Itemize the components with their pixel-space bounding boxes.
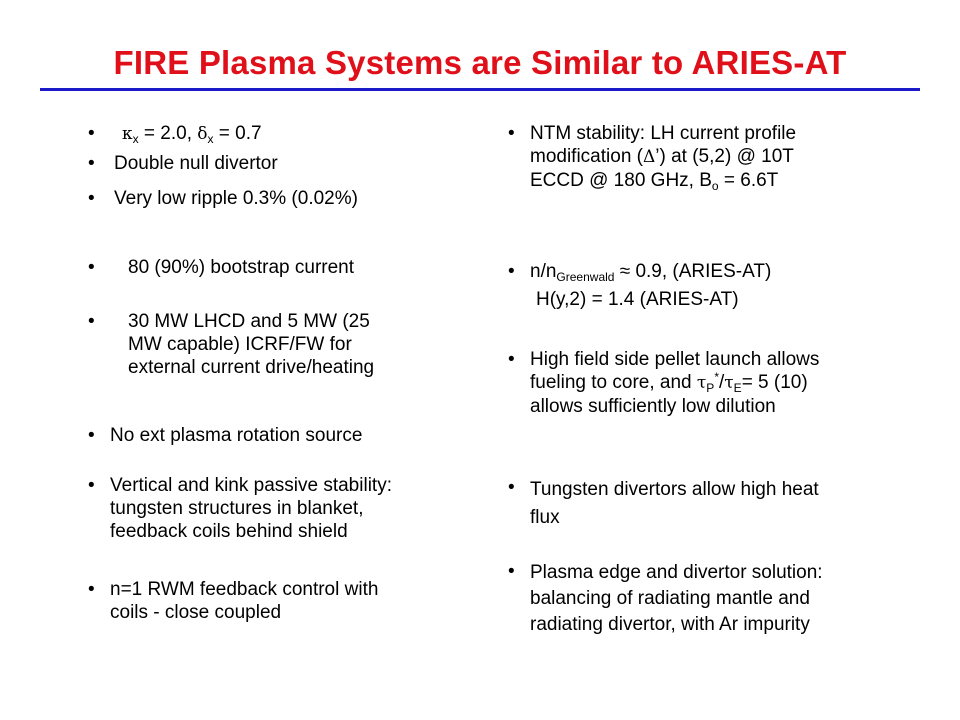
delta-symbol: δ: [197, 124, 208, 144]
bullet: •: [88, 475, 95, 496]
kappa-delta-item: $\kappa_x = 2.0$, $\delta_x = 0.7$: [122, 123, 262, 146]
pellet-item: High field side pellet launch allows fueling to core, and $\tau_P^*/\tau_E= 5$ (10) allows sufficiently low dilution: [530, 349, 820, 417]
lhcd-item: 30 MW LHCD and 5 MW (25 MW capable) ICRF/FW for external current drive/heating: [128, 311, 375, 378]
greenwald-item: $n/n_{Greenwald} \approx 0.9$, (ARIES-AT): [530, 261, 772, 284]
bullet: •: [88, 257, 95, 278]
bullet: •: [88, 153, 95, 174]
bullet: •: [88, 311, 95, 332]
rotation-item: No ext plasma rotation source: [110, 425, 363, 446]
tungsten-item: Tungsten divertors allow high heat flux: [530, 479, 819, 528]
bullet: •: [88, 123, 95, 144]
delta-symbol: Δ: [643, 147, 656, 167]
bullet: •: [508, 349, 515, 370]
vertical-stability-item: Vertical and kink passive stability: tungsten structures in blanket, feedback coils behind shield: [110, 475, 392, 542]
ripple-item: Very low ripple 0.3% (0.02%): [114, 188, 358, 209]
bullet: •: [88, 579, 95, 600]
kappa-symbol: κ: [122, 124, 133, 144]
double-null-item: Double null divertor: [114, 153, 278, 174]
bullet: •: [88, 188, 95, 209]
ntm-item: NTM stability: LH current profile modification (Δ’) at (5,2) @ 10T ECCD @ 180 GHz, $B_o = 6.6T$: [530, 123, 797, 193]
h-factor-line: H(y,2) = 1.4 (ARIES-AT): [536, 289, 739, 310]
bullet: •: [88, 425, 95, 446]
bullet: •: [508, 561, 515, 582]
slide-title: FIRE Plasma Systems are Similar to ARIES-AT: [113, 44, 847, 81]
bullet: •: [508, 261, 515, 282]
tau-symbol: τ: [696, 373, 707, 393]
title-underline: [40, 88, 920, 91]
rwm-item: n=1 RWM feedback control with coils - close coupled: [110, 579, 379, 623]
bullet: •: [508, 477, 515, 498]
bootstrap-item: 80 (90%) bootstrap current: [128, 257, 355, 278]
bullet: •: [508, 123, 515, 144]
edge-item: Plasma edge and divertor solution: balancing of radiating mantle and radiating divertor, with Ar impurity: [530, 562, 823, 635]
tau-symbol: τ: [724, 373, 734, 393]
